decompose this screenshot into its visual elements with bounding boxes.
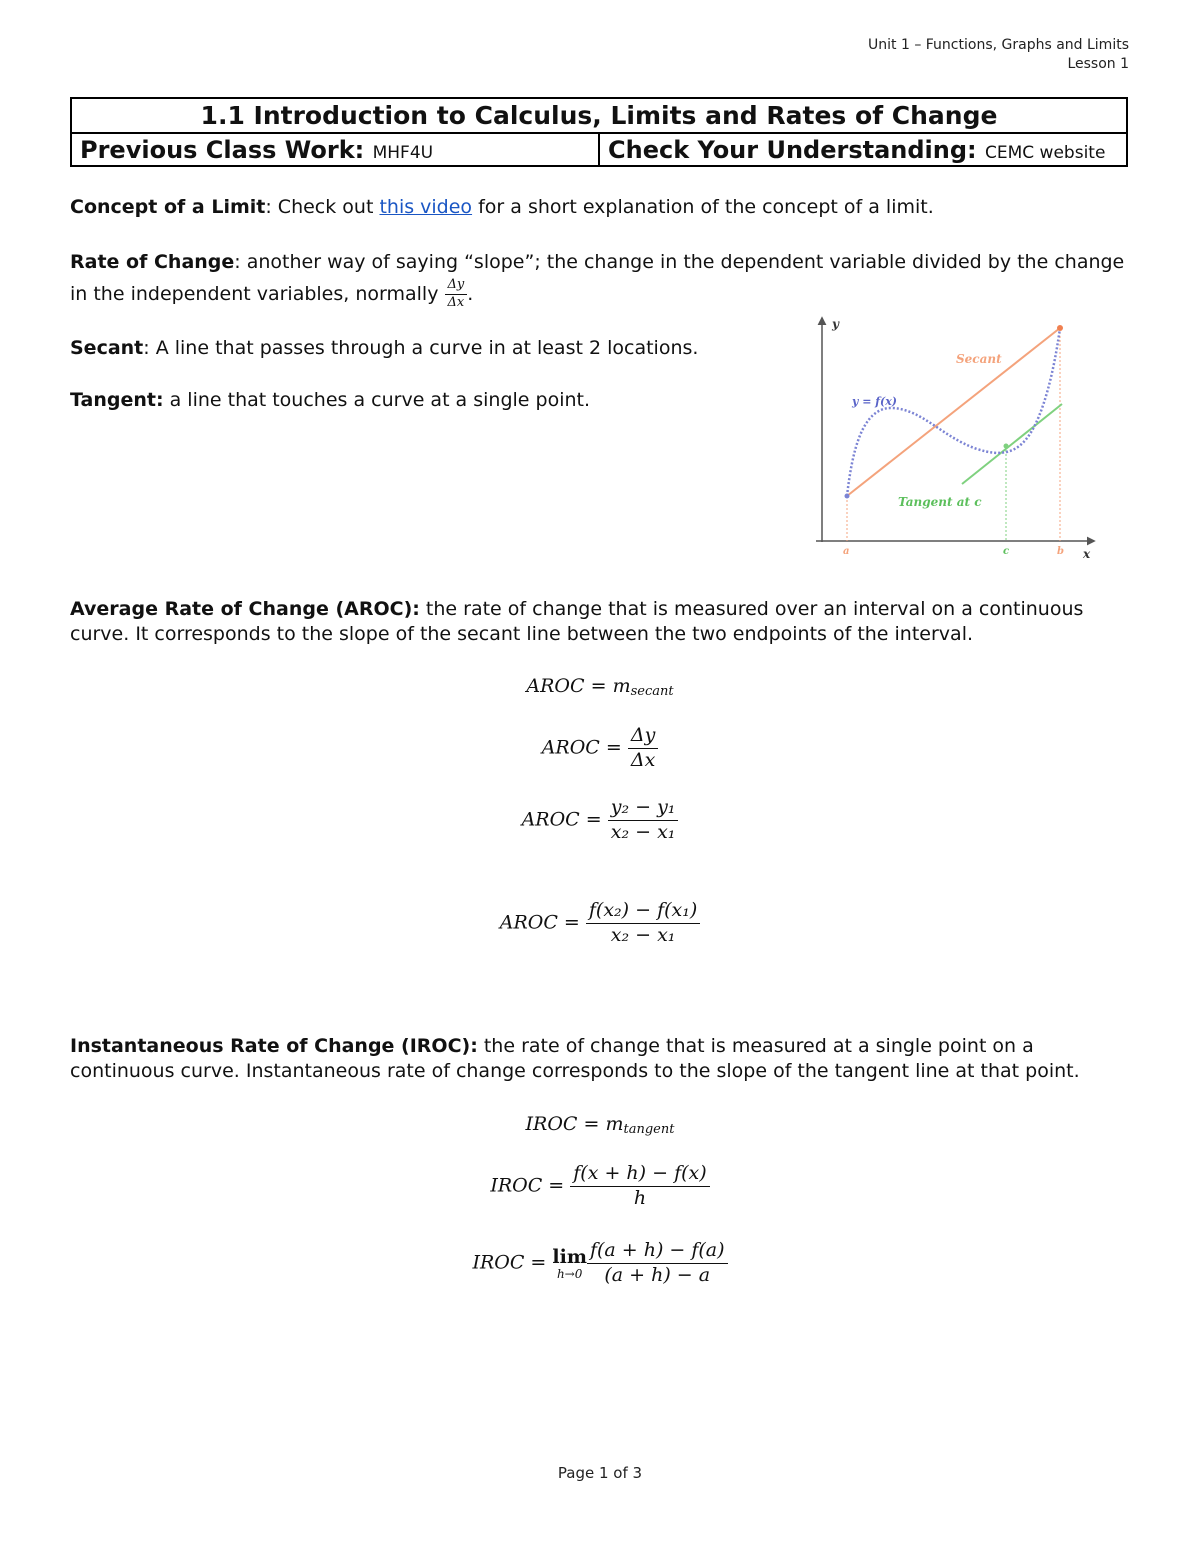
iroc-equation-1 [0,1113,1200,1137]
tangent-term: Tangent: [70,389,164,411]
iroc-lhs-2: IROC = [490,1174,565,1197]
video-link[interactable]: this video [379,196,473,218]
aroc-frac-3 [608,797,679,844]
aroc-lhs-3: AROC = [521,808,602,831]
aroc-frac-2-num: Δy [628,725,658,749]
lim-subscript: h→0 [556,1266,583,1281]
aroc-equation-3 [0,797,1200,844]
previous-class-work-cell [71,133,599,166]
roc-end: . [467,282,474,305]
iroc-tangent-sub: tangent [623,1122,675,1137]
aroc-lhs-4: AROC = [499,911,580,934]
iroc-frac-2-den: h [633,1186,647,1209]
previous-label: Previous Class Work: [80,135,365,164]
iroc-text: the rate of change that is measured at a single point on a continuous curve. Instantaneous rate of change corresponds to the slope of the tangent line at that point. [70,1035,1080,1082]
aroc-secant-sub: secant [630,684,674,699]
point-a [845,494,850,499]
lim-word: lim [552,1245,587,1268]
roc-fraction [445,278,468,311]
iroc-term: Instantaneous Rate of Change (IROC): [70,1035,478,1057]
secant-term: Secant [70,337,144,359]
limit-operator [552,1247,587,1280]
iroc-definition [70,1034,1130,1084]
secant-text: : A line that passes through a curve in at least 2 locations. [143,337,699,359]
aroc-equation-2 [0,725,1200,772]
aroc-definition [70,597,1130,647]
tangent-text: a line that touches a curve at a single point. [163,389,591,411]
aroc-frac-4-den: x₂ − x₁ [610,923,676,946]
aroc-lhs-1: AROC = [526,675,607,697]
aroc-equation-1 [0,675,1200,699]
check-understanding-cell [599,133,1127,166]
iroc-lhs-1: IROC = [525,1113,600,1135]
aroc-frac-3-num: y₂ − y₁ [608,797,679,821]
aroc-frac-4-num: f(x₂) − f(x₁) [586,900,700,924]
aroc-text: the rate of change that is measured over an interval on a continuous curve. It corresponds to the slope of the secant line between the two endpoints of the interval. [70,598,1084,645]
function-label: y = f(x) [852,395,897,408]
roc-frac-num: Δy [445,278,468,295]
unit-title: Unit 1 – Functions, Graphs and Limits [868,37,1129,53]
check-value: CEMC website [985,142,1106,163]
iroc-frac-2 [570,1163,709,1210]
y-axis-label: y [832,317,839,331]
aroc-equation-4 [0,900,1200,947]
page-title: 1.1 Introduction to Calculus, Limits and Rates of Change [71,98,1127,133]
iroc-frac-3 [587,1240,728,1287]
roc-frac-den: Δx [447,294,465,310]
tangent-label: Tangent at c [898,495,982,509]
aroc-frac-2-den: Δx [630,748,656,771]
iroc-equation-3 [0,1240,1200,1287]
iroc-lhs-3: IROC = [472,1251,547,1274]
rate-of-change [70,247,1130,311]
iroc-frac-3-den: (a + h) − a [604,1263,711,1286]
aroc-frac-2 [628,725,658,772]
aroc-m-secant: m [612,675,631,697]
aroc-term: Average Rate of Change (AROC): [70,598,420,620]
tick-b: b [1057,546,1064,557]
tick-c: c [1003,546,1010,557]
concept-post: for a short explanation of the concept of a limit. [472,196,934,218]
concept-pre: : Check out [265,196,380,218]
roc-text: : another way of saying “slope”; the change in the dependent variable divided by the change in the independent variables, normally [70,251,1125,305]
concept-of-limit [70,195,1130,220]
x-axis-label: x [1083,547,1091,561]
iroc-equation-2 [0,1163,1200,1210]
point-c [1004,444,1009,449]
iroc-m-tangent: m [605,1113,624,1135]
page-header [868,36,1129,74]
lesson-number: Lesson 1 [1067,56,1129,72]
aroc-frac-3-den: x₂ − x₁ [610,820,676,843]
secant-label: Secant [956,352,1002,366]
concept-term: Concept of a Limit [70,196,266,218]
point-b [1057,325,1063,331]
tangent-line [962,404,1062,484]
iroc-frac-2-num: f(x + h) − f(x) [570,1163,709,1187]
previous-value: MHF4U [372,142,434,163]
roc-term: Rate of Change [70,251,235,273]
title-table [70,97,1128,167]
page-footer: Page 1 of 3 [557,1464,643,1482]
tick-a: a [843,546,850,557]
iroc-frac-3-num: f(a + h) − f(a) [587,1240,728,1264]
aroc-lhs-2: AROC = [541,736,622,759]
secant-tangent-graph [812,312,1102,567]
check-label: Check Your Understanding: [608,135,977,164]
aroc-frac-4 [586,900,700,947]
